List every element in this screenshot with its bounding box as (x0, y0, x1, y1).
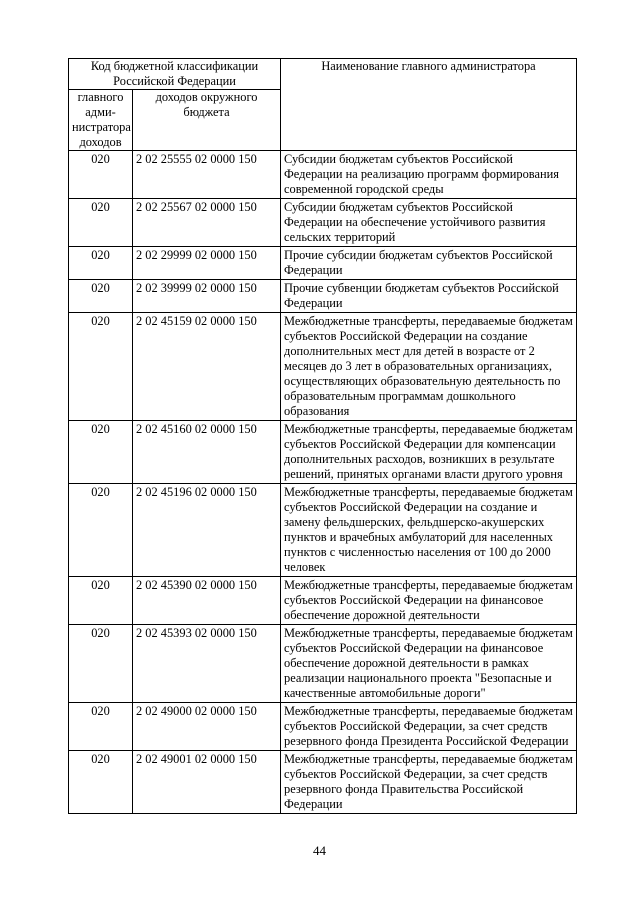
table-row (69, 280, 577, 313)
budget-code-cell: 2 02 39999 02 0000 150 (133, 280, 281, 313)
header-budget-classification-code: Код бюджетной классификации Российской Федерации (69, 59, 281, 90)
admin-code-cell: 020 (69, 421, 133, 484)
table-header-row (69, 59, 577, 90)
table-row (69, 151, 577, 199)
budget-code-cell: 2 02 45196 02 0000 150 (133, 484, 281, 577)
administrator-name-cell: Межбюджетные трансферты, передаваемые бюджетам субъектов Российской Федерации на финансовое обеспечение дорожной деятельности (281, 577, 577, 625)
administrator-name-cell: Прочие субсидии бюджетам субъектов Российской Федерации (281, 247, 577, 280)
admin-code-cell: 020 (69, 484, 133, 577)
budget-code-cell: 2 02 45393 02 0000 150 (133, 625, 281, 703)
admin-code-cell: 020 (69, 247, 133, 280)
administrator-name-cell: Прочие субвенции бюджетам субъектов Российской Федерации (281, 280, 577, 313)
table-row (69, 313, 577, 421)
admin-code-cell: 020 (69, 703, 133, 751)
admin-code-cell: 020 (69, 625, 133, 703)
admin-code-cell: 020 (69, 751, 133, 814)
administrator-name-cell: Субсидии бюджетам субъектов Российской Федерации на реализацию программ формирования современной городской среды (281, 151, 577, 199)
administrator-name-cell: Межбюджетные трансферты, передаваемые бюджетам субъектов Российской Федерации для компенсации дополнительных расходов, возникших в результате решений, принятых органами власти другого уровня (281, 421, 577, 484)
budget-code-cell: 2 02 29999 02 0000 150 (133, 247, 281, 280)
table-row (69, 247, 577, 280)
budget-code-cell: 2 02 45390 02 0000 150 (133, 577, 281, 625)
table-row (69, 751, 577, 814)
admin-code-cell: 020 (69, 313, 133, 421)
budget-code-cell: 2 02 45159 02 0000 150 (133, 313, 281, 421)
page-number: 44 (313, 843, 326, 858)
budget-code-cell: 2 02 25555 02 0000 150 (133, 151, 281, 199)
header-administrator-name: Наименование главного администратора (281, 59, 577, 151)
budget-code-cell: 2 02 49000 02 0000 150 (133, 703, 281, 751)
budget-code-cell: 2 02 49001 02 0000 150 (133, 751, 281, 814)
administrator-name-cell: Межбюджетные трансферты, передаваемые бюджетам субъектов Российской Федерации, за счет средств резервного фонда Правительства Российской Федерации (281, 751, 577, 814)
admin-code-cell: 020 (69, 280, 133, 313)
admin-code-cell: 020 (69, 577, 133, 625)
administrator-name-cell: Межбюджетные трансферты, передаваемые бюджетам субъектов Российской Федерации, за счет средств резервного фонда Президента Российской Федерации (281, 703, 577, 751)
budget-code-cell: 2 02 45160 02 0000 150 (133, 421, 281, 484)
table-row (69, 421, 577, 484)
budget-classification-table (68, 58, 577, 814)
administrator-name-cell: Межбюджетные трансферты, передаваемые бюджетам субъектов Российской Федерации на финансовое обеспечение дорожной деятельности в рамках реализации национального проекта "Безопасные и качественные автомобильные дороги" (281, 625, 577, 703)
admin-code-cell: 020 (69, 151, 133, 199)
header-main-administrator: главного адми-нистратора доходов (69, 90, 133, 151)
table-row (69, 484, 577, 577)
administrator-name-cell: Субсидии бюджетам субъектов Российской Федерации на обеспечение устойчивого развития сельских территорий (281, 199, 577, 247)
table-row (69, 577, 577, 625)
administrator-name-cell: Межбюджетные трансферты, передаваемые бюджетам субъектов Российской Федерации на создание дополнительных мест для детей в возрасте от 2 месяцев до 3 лет в образовательных организациях, осуществляющих образовательную деятельность по образовательным программам дошкольного образования (281, 313, 577, 421)
administrator-name-cell: Межбюджетные трансферты, передаваемые бюджетам субъектов Российской Федерации на создание и замену фельдшерских, фельдшерско-акушерских пунктов и врачебных амбулаторий для населенных пунктов с численностью населения от 100 до 2000 человек (281, 484, 577, 577)
table-row (69, 199, 577, 247)
table-row (69, 625, 577, 703)
budget-code-cell: 2 02 25567 02 0000 150 (133, 199, 281, 247)
table-row (69, 703, 577, 751)
header-district-budget-revenue: доходов окружного бюджета (133, 90, 281, 151)
admin-code-cell: 020 (69, 199, 133, 247)
